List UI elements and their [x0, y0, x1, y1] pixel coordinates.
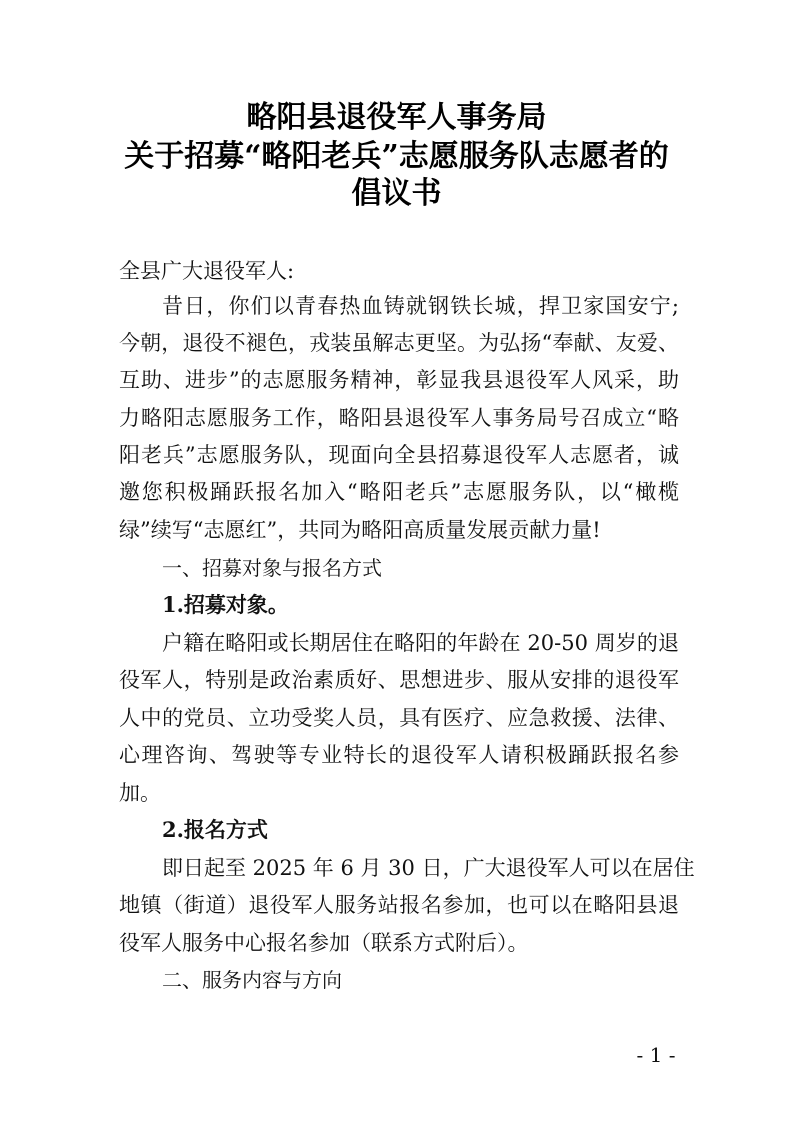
intro-paragraph-line: 阳老兵”志愿服务队，现面向全县招募退役军人志愿者，诚 [119, 443, 679, 467]
recruitment-targets-line: 人中的党员、立功受奖人员，具有医疗、应急救援、法律、 [119, 706, 679, 730]
recruitment-targets-line: 役军人，特别是政治素质好、思想进步、服从安排的退役军 [119, 668, 679, 692]
registration-method-line: 役军人服务中心报名参加（联系方式附后）。 [119, 931, 529, 955]
document-title-line-3: 倡议书 [351, 176, 442, 211]
salutation: 全县广大退役军人: [119, 259, 295, 283]
intro-paragraph-line: 互助、进步”的志愿服务精神，彰显我县退役军人风采，助 [119, 368, 679, 392]
intro-paragraph-line: 今朝，退役不褪色，戎装虽解志更坚。为弘扬“奉献、友爱、 [119, 331, 679, 355]
page-number: - 1 - [636, 1043, 676, 1067]
subheading-registration-method: 2.报名方式 [162, 817, 268, 842]
intro-paragraph-line: 邀您积极踊跃报名加入“略阳老兵”志愿服务队，以“橄榄 [119, 480, 679, 504]
section-heading-service-content: 二、服务内容与方向 [162, 968, 342, 992]
registration-method-line: 地镇（街道）退役军人服务站报名参加，也可以在略阳县退 [119, 893, 679, 917]
recruitment-targets-line: 加。 [119, 781, 161, 805]
document-title-line-1: 略阳县退役军人事务局 [246, 100, 547, 135]
registration-method-line: 即日起至 2025 年 6 月 30 日，广大退役军人可以在居住 [162, 856, 695, 880]
section-heading-recruitment: 一、招募对象与报名方式 [162, 556, 382, 580]
subheading-recruitment-targets: 1.招募对象。 [162, 592, 289, 617]
intro-paragraph-line: 力略阳志愿服务工作，略阳县退役军人事务局号召成立“略 [119, 406, 679, 430]
recruitment-targets-line: 心理咨询、驾驶等专业特长的退役军人请积极踊跃报名参 [119, 743, 679, 767]
intro-paragraph-line: 昔日，你们以青春热血铸就钢铁长城，捍卫家国安宁; [162, 294, 679, 318]
document-title-line-2: 关于招募“略阳老兵”志愿服务队志愿者的 [124, 139, 669, 174]
intro-paragraph-line: 绿”续写“志愿红”，共同为略阳高质量发展贡献力量! [119, 518, 601, 542]
recruitment-targets-line: 户籍在略阳或长期居住在略阳的年龄在 20-50 周岁的退 [162, 631, 679, 655]
